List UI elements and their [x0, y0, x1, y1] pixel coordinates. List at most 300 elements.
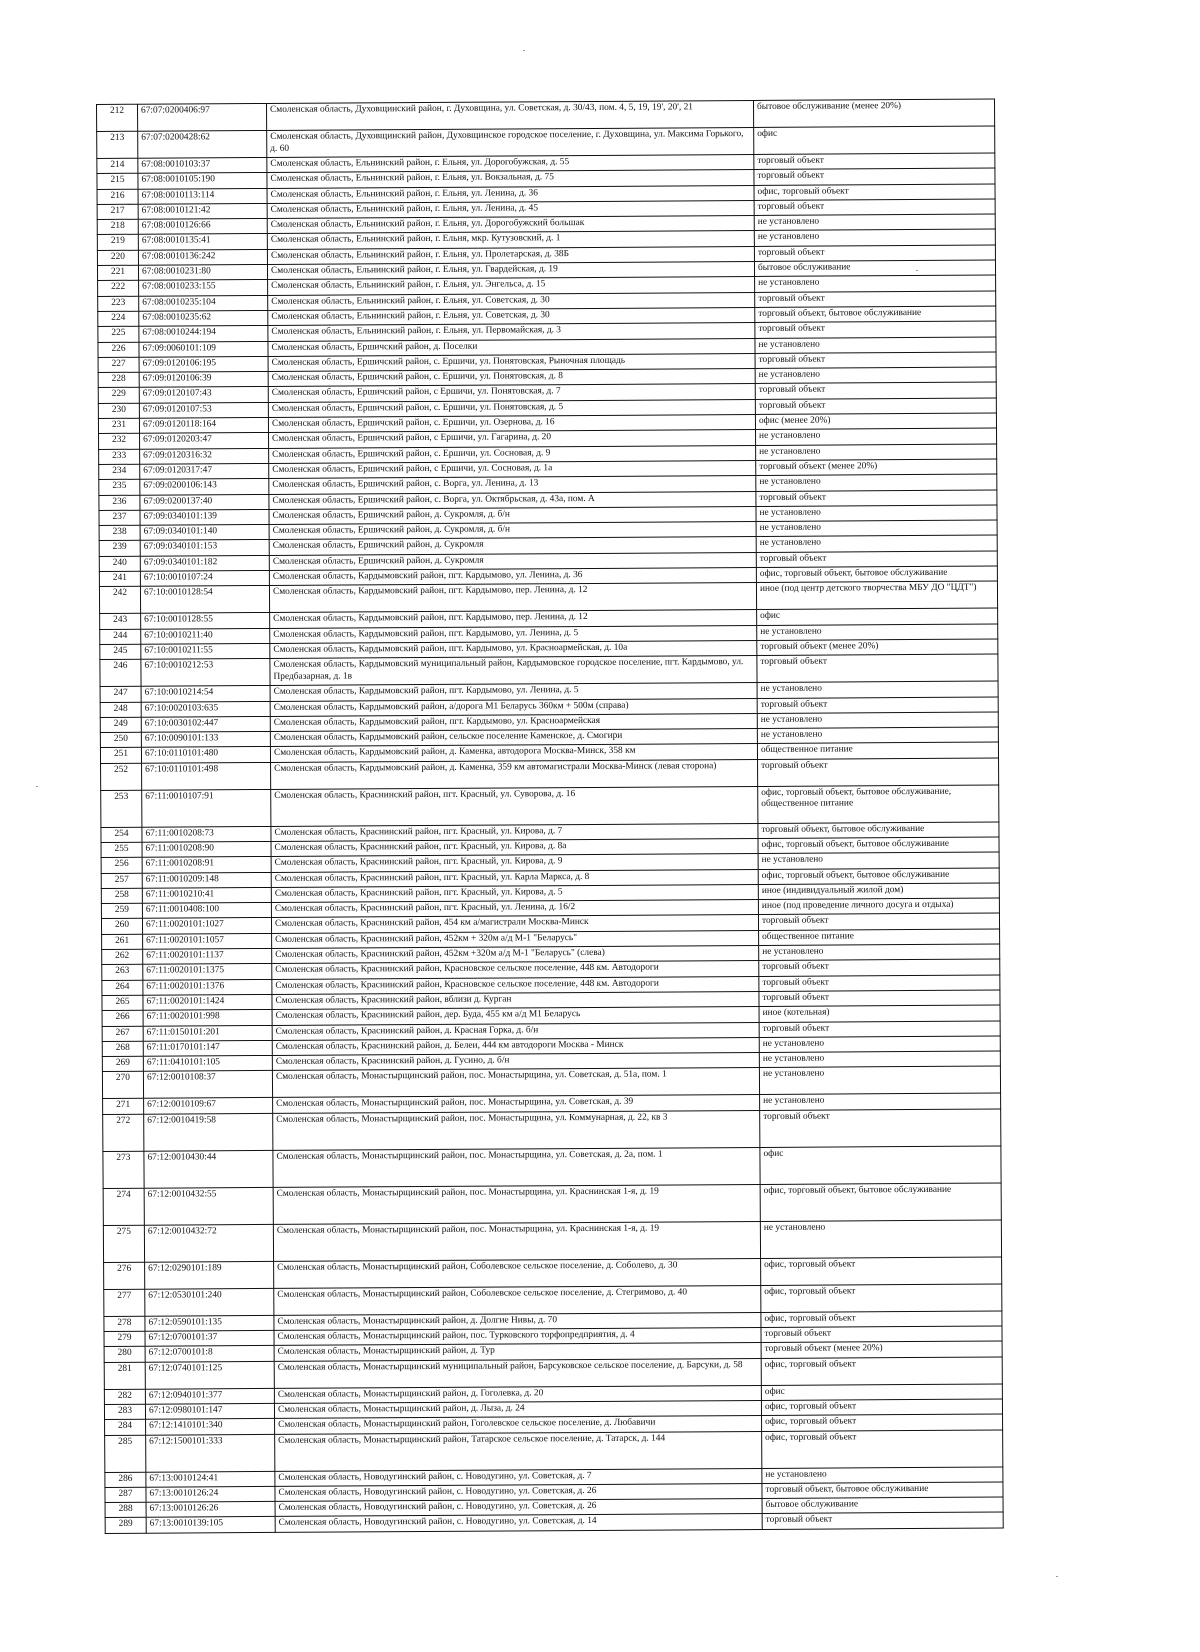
row-number: 271	[103, 1099, 144, 1115]
cadastral-number: 67:10:0010211:55	[141, 643, 270, 659]
cadastral-number: 67:10:0010128:54	[140, 586, 269, 614]
address: Смоленская область, Кардымовский район, пгт. Кардымово, пер. Ленина, д. 12	[269, 583, 756, 613]
usage-type: торговый объект, бытовое обслуживание	[758, 822, 999, 839]
row-number: 285	[105, 1435, 146, 1472]
address: Смоленская область, Краснинский район, пгт. Красный, ул. Ленина, д. 16/2	[271, 900, 758, 918]
cadastral-number: 67:09:0120107:53	[139, 402, 268, 418]
address: Смоленская область, Кардымовский район, пгт. Кардымово, пер. Ленина, д. 12	[270, 610, 757, 628]
row-number: 248	[100, 702, 141, 718]
row-number: 281	[104, 1362, 145, 1389]
cadastral-number: 67:12:0740101:125	[145, 1361, 274, 1389]
address: Смоленская область, Краснинский район, пгт. Красный, ул. Кирова, д. 5	[271, 884, 758, 902]
cadastral-number: 67:09:0120316:32	[140, 448, 269, 464]
address: Смоленская область, Монастырщинский район, пос. Турковского торфопредприятия, д. 4	[274, 1327, 761, 1345]
cadastral-number: 67:12:0010430:44	[144, 1150, 273, 1188]
usage-type: торговый объект	[756, 490, 997, 507]
usage-type: офис, торговый объект	[761, 1311, 1002, 1328]
cadastral-number: 67:10:0090101:133	[141, 732, 270, 748]
row-number: 289	[105, 1518, 146, 1534]
row-number: 227	[98, 357, 139, 373]
row-number: 266	[102, 1010, 143, 1026]
row-number: 269	[102, 1056, 143, 1072]
usage-type: офис, торговый объект, бытовое обслуживание	[756, 566, 997, 583]
address: Смоленская область, Ершичский район, д. Сукромля	[269, 552, 756, 570]
cadastral-number: 67:11:0010208:90	[142, 841, 271, 857]
address: Смоленская область, Ершичский район, с. Ворга, ул. Ленина, д. 13	[269, 476, 756, 494]
row-number: 264	[102, 980, 143, 996]
address: Смоленская область, Ершичский район, с. Ершичи, ул. Понятовская, Рыночная площадь	[268, 353, 755, 371]
cadastral-number: 67:10:0010214:54	[141, 686, 270, 702]
address: Смоленская область, Ершичский район, д. Сукромля, д. б/н	[269, 522, 756, 540]
usage-type: торговый объект (менее 20%)	[756, 459, 997, 476]
usage-type: иное (индивидуальный жилой дом)	[758, 883, 999, 900]
row-number: 262	[102, 949, 143, 965]
cadastral-number: 67:08:0010244:194	[139, 326, 268, 342]
row-number: 239	[99, 541, 140, 557]
usage-type: не установлено	[760, 1220, 1001, 1258]
cadastral-number: 67:10:0110101:498	[142, 762, 271, 790]
row-number: 287	[105, 1487, 146, 1503]
usage-type: офис, торговый объект, бытовое обслуживание, общественное питание	[758, 785, 999, 823]
cadastral-number: 67:08:0010135:41	[138, 234, 267, 250]
table-row	[103, 1146, 1001, 1188]
cadastral-number: 67:12:0700101:37	[145, 1330, 274, 1346]
cadastral-number: 67:09:0340101:182	[140, 555, 269, 571]
row-number: 242	[99, 587, 140, 614]
cadastral-number: 67:08:0010235:104	[139, 295, 268, 311]
usage-type: не установлено	[754, 214, 995, 231]
row-number: 234	[99, 464, 140, 480]
address: Смоленская область, Краснинский район, пгт. Красный, ул. Суворова, д. 16	[271, 786, 758, 826]
row-number: 273	[103, 1151, 144, 1188]
cadastral-number: 67:12:0700101:8	[145, 1346, 274, 1362]
row-number: 214	[97, 158, 138, 174]
cadastral-number: 67:11:0410101:105	[143, 1056, 272, 1072]
address: Смоленская область, Новодугинский район, с. Новодугино, ул. Советская, д. 14	[275, 1514, 762, 1532]
cadastral-number: 67:09:0340101:153	[140, 540, 269, 556]
row-number: 230	[98, 403, 139, 419]
row-number: 258	[101, 888, 142, 904]
cadastral-number: 67:12:0590101:135	[145, 1315, 274, 1331]
cadastral-number: 67:12:0940101:377	[145, 1388, 274, 1404]
usage-type: бытовое обслуживание (менее 20%)	[753, 99, 994, 127]
cadastral-number: 67:08:0010231:80	[138, 265, 267, 281]
row-number: 254	[101, 827, 142, 843]
address: Смоленская область, Краснинский район, пгт. Красный, ул. Карла Маркса, д. 8	[271, 869, 758, 887]
cadastral-number: 67:12:1410101:340	[146, 1419, 275, 1435]
row-number: 215	[97, 174, 138, 190]
row-number: 251	[100, 748, 141, 764]
row-number: 213	[97, 131, 138, 158]
row-number: 244	[100, 629, 141, 645]
address: Смоленская область, Кардымовский район, а/дорога М1 Беларусь 360км + 500м (справа)	[270, 698, 757, 716]
row-number: 221	[97, 265, 138, 281]
cadastral-number: 67:12:0010432:72	[144, 1224, 273, 1262]
address: Смоленская область, Ельнинский район, г. Ельня, ул. Дорогобужская, д. 55	[267, 154, 754, 172]
cadastral-number: 67:09:0200106:143	[140, 479, 269, 495]
row-number: 265	[102, 995, 143, 1011]
usage-type: офис	[761, 1384, 1002, 1401]
usage-type: не установлено	[759, 1051, 1000, 1068]
cadastral-number: 67:11:0020101:1137	[143, 949, 272, 965]
cadastral-number: 67:08:0010126:66	[138, 219, 267, 235]
row-number: 218	[97, 219, 138, 235]
row-number: 278	[104, 1316, 145, 1332]
address: Смоленская область, Кардымовский район, пгт. Кардымово, ул. Ленина, д. 5	[270, 625, 757, 643]
usage-type: торговый объект	[758, 913, 999, 930]
row-number: 279	[104, 1331, 145, 1347]
row-number: 222	[98, 281, 139, 297]
address: Смоленская область, Краснинский район, 454 км а/магистрали Москва-Минск	[271, 915, 758, 933]
cadastral-number: 67:08:0010105:190	[138, 173, 267, 189]
usage-type: не установлено	[759, 944, 1000, 961]
row-number: 247	[100, 686, 141, 702]
row-number: 270	[102, 1072, 143, 1099]
row-number: 231	[98, 418, 139, 434]
usage-type: иное (под проведение личного досуга и отдыха)	[758, 898, 999, 915]
table-row	[105, 1430, 1003, 1472]
cadastral-number: 67:13:0010139:105	[146, 1517, 275, 1533]
usage-type: офис	[757, 608, 998, 625]
row-number: 226	[98, 342, 139, 358]
cadastral-number: 67:09:0120203:47	[140, 433, 269, 449]
cadastral-number: 67:12:0010419:58	[144, 1113, 273, 1151]
cadastral-number: 67:09:0120317:47	[140, 463, 269, 479]
usage-type: офис, торговый объект	[761, 1257, 1002, 1285]
usage-type: торговый объект	[757, 697, 998, 714]
address: Смоленская область, Духовщинский район, г. Духовщина, ул. Советская, д. 30/43, пом. 4, 5, 19, 19', 20', 21	[266, 100, 753, 130]
address: Смоленская область, Монастырщинский район, пос. Монастырщина, ул. Советская, д. 2а, пом. 1	[273, 1147, 760, 1187]
row-number: 250	[100, 732, 141, 748]
usage-type: офис	[760, 1146, 1001, 1184]
row-number: 263	[102, 965, 143, 981]
usage-type: общественное питание	[757, 742, 998, 759]
address: Смоленская область, Краснинский район, Красновское сельское поселение, 448 км. Автодороги	[272, 961, 759, 979]
cadastral-number: 67:12:1500101:333	[146, 1434, 275, 1472]
usage-type: бытовое обслуживание	[762, 1497, 1003, 1514]
address: Смоленская область, Краснинский район, дер. Буда, 455 км а/д М1 Беларусь	[272, 1007, 759, 1025]
usage-type: офис, торговый объект	[761, 1284, 1002, 1312]
address: Смоленская область, Монастырщинский район, Соболевское сельское поселение, д. Соболево, д. 30	[274, 1258, 761, 1288]
address: Смоленская область, Кардымовский район, пгт. Кардымово, ул. Ленина, д. 5	[270, 683, 757, 701]
address: Смоленская область, Ельнинский район, г. Ельня, ул. Гвардейская, д. 19	[267, 262, 754, 280]
address: Смоленская область, Ершичский район, с Ершичи, ул. Понятовская, д. 7	[268, 384, 755, 402]
address: Смоленская область, Ершичский район, с Ершичи, ул. Сосновая, д. 1а	[269, 460, 756, 478]
address: Смоленская область, Ельнинский район, г. Ельня, ул. Советская, д. 30	[268, 292, 755, 310]
usage-type: не установлено	[762, 1467, 1003, 1484]
row-number: 223	[98, 296, 139, 312]
address: Смоленская область, Ельнинский район, г. Ельня, ул. Вокзальная, д. 75	[267, 170, 754, 188]
row-number: 241	[99, 571, 140, 587]
usage-type: офис	[754, 126, 995, 154]
row-number: 277	[104, 1289, 145, 1316]
usage-type: торговый объект	[755, 321, 996, 338]
row-number: 274	[103, 1188, 144, 1225]
address: Смоленская область, Краснинский район, пгт. Красный, ул. Кирова, д. 9	[271, 854, 758, 872]
cadastral-number: 67:10:0010211:40	[141, 628, 270, 644]
address: Смоленская область, Ершичский район, д. Поселки	[268, 338, 755, 356]
row-number: 246	[100, 659, 141, 686]
row-number: 267	[102, 1026, 143, 1042]
cadastral-number: 67:11:0010210:41	[142, 887, 271, 903]
address: Смоленская область, Краснинский район, Красновское сельское поселение, 448 км. Автодороги	[272, 976, 759, 994]
usage-type: офис, торговый объект, бытовое обслуживание	[758, 868, 999, 885]
usage-type: торговый объект	[755, 398, 996, 415]
address: Смоленская область, Монастырщинский район, пос. Монастырщина, ул. Краснинская 1-я, д. 19	[273, 1221, 760, 1261]
row-number: 259	[101, 903, 142, 919]
cadastral-number: 67:11:0010408:100	[142, 903, 271, 919]
address: Смоленская область, Ершичский район, с Ершичи, ул. Гагарина, д. 20	[269, 430, 756, 448]
row-number: 272	[103, 1114, 144, 1151]
cadastral-number: 67:11:0020101:1057	[143, 933, 272, 949]
row-number: 261	[102, 934, 143, 950]
usage-type: торговый объект	[762, 1512, 1003, 1529]
cadastral-number: 67:09:0120106:195	[139, 356, 268, 372]
row-number: 212	[97, 104, 138, 131]
cadastral-number: 67:08:0010113:114	[138, 188, 267, 204]
address: Смоленская область, Ершичский район, с. Ершичи, ул. Сосновая, д. 9	[269, 445, 756, 463]
row-number: 255	[101, 842, 142, 858]
usage-type: торговый объект	[759, 959, 1000, 976]
cadastral-number: 67:10:0030102:447	[141, 716, 270, 732]
table-row	[103, 1183, 1001, 1225]
row-number: 284	[105, 1419, 146, 1435]
cadastral-number: 67:11:0010209:148	[142, 872, 271, 888]
address: Смоленская область, Ельнинский район, г. Ельня, ул. Первомайская, д. 3	[268, 323, 755, 341]
cadastral-number: 67:10:0010128:55	[141, 613, 270, 629]
row-number: 260	[101, 919, 142, 935]
row-number: 237	[99, 510, 140, 526]
address: Смоленская область, Новодугинский район, с. Новодугино, ул. Советская, д. 26	[275, 1483, 762, 1501]
usage-type: торговый объект	[755, 291, 996, 308]
row-number: 286	[105, 1472, 146, 1488]
cadastral-number: 67:09:0200137:40	[140, 494, 269, 510]
address: Смоленская область, Ершичский район, д. Сукромля, д. б/н	[269, 506, 756, 524]
table-row	[103, 1220, 1001, 1262]
cadastral-number: 67:08:0010235:62	[139, 310, 268, 326]
address: Смоленская область, Монастырщинский район, д. Тур	[274, 1343, 761, 1361]
address: Смоленская область, Ершичский район, с. Ершичи, ул. Понятовская, д. 5	[268, 399, 755, 417]
usage-type: офис, торговый объект	[762, 1414, 1003, 1431]
cadastral-number: 67:12:0010108:37	[143, 1071, 272, 1099]
usage-type: не установлено	[756, 474, 997, 491]
address: Смоленская область, Краснинский район, д. Белеи, 444 км автодороги Москва - Минск	[272, 1037, 759, 1055]
row-number: 256	[101, 858, 142, 874]
usage-type: не установлено	[758, 852, 999, 869]
row-number: 253	[101, 790, 142, 827]
usage-type: общественное питание	[759, 929, 1000, 946]
cadastral-number: 67:11:0010208:91	[142, 857, 271, 873]
row-number: 217	[97, 204, 138, 220]
usage-type: торговый объект	[754, 168, 995, 185]
cadastral-number: 67:09:0060101:109	[139, 341, 268, 357]
address: Смоленская область, Кардымовский район, д. Каменка, автодорога Москва-Минск, 358 км	[270, 744, 757, 762]
usage-type: офис, торговый объект	[761, 1357, 1002, 1385]
table-body	[97, 99, 1004, 1533]
address: Смоленская область, Монастырщинский район, пос. Монастырщина, ул. Советская, д. 39	[273, 1095, 760, 1113]
cadastral-number: 67:13:0010126:24	[146, 1486, 275, 1502]
address: Смоленская область, Монастырщинский район, Гоголевское сельское поселение, д. Любавичи	[275, 1416, 762, 1434]
usage-type: не установлено	[757, 624, 998, 641]
address: Смоленская область, Кардымовский район, пгт. Кардымово, ул. Красноармейская	[270, 713, 757, 731]
usage-type: не установлено	[755, 337, 996, 354]
usage-type: не установлено	[760, 1093, 1001, 1110]
cadastral-number: 67:07:0200428:62	[138, 130, 267, 158]
usage-type: не установлено	[756, 505, 997, 522]
row-number: 228	[98, 372, 139, 388]
cadastral-number: 67:11:0010107:91	[142, 789, 271, 827]
address: Смоленская область, Монастырщинский район, д. Гоголевка, д. 20	[274, 1385, 761, 1403]
cadastral-number: 67:08:0010233:155	[139, 280, 268, 296]
usage-type: не установлено	[759, 1036, 1000, 1053]
usage-type: не установлено	[757, 681, 998, 698]
cadastral-number: 67:12:0010432:55	[144, 1187, 273, 1225]
address: Смоленская область, Краснинский район, 452км +320м а/д М-1 "Беларусь" (слева)	[272, 946, 759, 964]
usage-type: торговый объект	[758, 758, 999, 786]
address: Смоленская область, Новодугинский район, с. Новодугино, ул. Советская, д. 7	[275, 1468, 762, 1486]
row-number: 249	[100, 717, 141, 733]
usage-type: торговый объект	[757, 654, 998, 682]
row-number: 225	[98, 327, 139, 343]
usage-type: не установлено	[755, 367, 996, 384]
row-number: 229	[98, 388, 139, 404]
usage-type: офис (менее 20%)	[755, 413, 996, 430]
row-number: 268	[102, 1041, 143, 1057]
cadastral-number: 67:08:0010121:42	[138, 203, 267, 219]
address: Смоленская область, Ершичский район, д. Сукромля	[269, 537, 756, 555]
cadastral-number: 67:12:0980101:147	[145, 1403, 274, 1419]
cadastral-number: 67:11:0020101:1376	[143, 979, 272, 995]
usage-type: торговый объект	[759, 975, 1000, 992]
address: Смоленская область, Монастырщинский район, пос. Монастырщина, ул. Советская, д. 51а, пом. 1	[272, 1068, 759, 1098]
usage-type: торговый объект	[755, 352, 996, 369]
row-number: 252	[101, 763, 142, 790]
usage-type: не установлено	[754, 229, 995, 246]
usage-type: торговый объект	[754, 245, 995, 262]
scan-speck	[36, 786, 38, 787]
usage-type: не установлено	[756, 535, 997, 552]
cadastral-number: 67:11:0020101:1027	[142, 918, 271, 934]
address: Смоленская область, Краснинский район, пгт. Красный, ул. Кирова, д. 8а	[271, 838, 758, 856]
row-number: 245	[100, 644, 141, 660]
row-number: 216	[97, 189, 138, 205]
cadastral-number: 67:11:0020101:1424	[143, 994, 272, 1010]
row-number: 240	[99, 556, 140, 572]
usage-type: офис, торговый объект, бытовое обслуживание	[758, 837, 999, 854]
address: Смоленская область, Краснинский район, 452км + 320м а/д М-1 "Беларусь"	[272, 930, 759, 948]
cadastral-number: 67:09:0120107:43	[139, 387, 268, 403]
usage-type: торговый объект	[761, 1326, 1002, 1343]
usage-type: торговый объект	[754, 153, 995, 170]
cadastral-number: 67:13:0010124:41	[146, 1471, 275, 1487]
row-number: 235	[99, 479, 140, 495]
usage-type: торговый объект	[756, 551, 997, 568]
row-number: 236	[99, 495, 140, 511]
address: Смоленская область, Кардымовский муниципальный район, Кардымовское городское поселение, пгт. Кардымово, ул. Предбазарная, д. 1в	[270, 656, 757, 686]
usage-type: торговый объект, бытовое обслуживание	[762, 1482, 1003, 1499]
address: Смоленская область, Монастырщинский район, д. Лыза, д. 24	[274, 1400, 761, 1418]
usage-type: иное (котельная)	[759, 1005, 1000, 1022]
cadastral-number: 67:10:0010212:53	[141, 659, 270, 687]
row-number: 224	[98, 311, 139, 327]
cadastral-number: 67:10:0010107:24	[140, 570, 269, 586]
address: Смоленская область, Ельнинский район, г. Ельня, ул. Пролетарская, д. 38Б	[267, 246, 754, 264]
address: Смоленская область, Новодугинский район, с. Новодугино, ул. Советская, д. 26	[275, 1499, 762, 1517]
usage-type: не установлено	[756, 444, 997, 461]
address: Смоленская область, Кардымовский район, сельское поселение Каменское, д. Смогири	[270, 729, 757, 747]
row-number: 288	[105, 1502, 146, 1518]
usage-type: бытовое обслуживание	[754, 260, 995, 277]
cadastral-number: 67:08:0010136:242	[138, 249, 267, 265]
cadastral-number: 67:09:0120118:164	[139, 417, 268, 433]
row-number: 276	[104, 1262, 145, 1289]
address: Смоленская область, Ельнинский район, г. Ельня, ул. Советская, д. 30	[268, 307, 755, 325]
cadastral-number: 67:10:0110101:480	[141, 747, 270, 763]
cadastral-number: 67:13:0010126:26	[146, 1502, 275, 1518]
usage-type: не установлено	[756, 520, 997, 537]
usage-type: офис, торговый объект	[761, 1399, 1002, 1416]
usage-type: офис, торговый объект	[754, 184, 995, 201]
address: Смоленская область, Кардымовский район, пгт. Кардымово, ул. Красноармейская, д. 10а	[270, 640, 757, 658]
address: Смоленская область, Ельнинский район, г. Ельня, ул. Дорогобужский большак	[267, 216, 754, 234]
cadastral-number: 67:12:0010109:67	[144, 1098, 273, 1114]
usage-type: иное (под центр детского творчества МБУ ДО "ЦДТ")	[756, 581, 997, 609]
row-number: 280	[104, 1347, 145, 1363]
usage-type: торговый объект	[759, 1021, 1000, 1038]
address: Смоленская область, Ершичский район, с. Ершичи, ул. Понятовская, д. 8	[268, 369, 755, 387]
cadastral-number: 67:10:0020103:635	[141, 701, 270, 717]
usage-type: не установлено	[755, 275, 996, 292]
address: Смоленская область, Ельнинский район, г. Ельня, ул. Энгельса, д. 15	[268, 277, 755, 295]
usage-type: торговый объект (менее 20%)	[757, 639, 998, 656]
address: Смоленская область, Монастырщинский район, пос. Монастырщина, ул. Коммунарная, д. 22, кв 3	[273, 1110, 760, 1150]
cadastral-number: 67:08:0010103:37	[138, 157, 267, 173]
usage-type: торговый объект	[759, 990, 1000, 1007]
usage-type: офис, торговый объект, бытовое обслуживание	[760, 1183, 1001, 1221]
row-number: 283	[104, 1404, 145, 1420]
address: Смоленская область, Краснинский район, д. Красная Горка, д. б/н	[272, 1022, 759, 1040]
address: Смоленская область, Ельнинский район, г. Ельня, ул. Ленина, д. 36	[267, 185, 754, 203]
address: Смоленская область, Монастырщинский район, пос. Монастырщина, ул. Краснинская 1-я, д. 19	[273, 1184, 760, 1224]
cadastral-number: 67:09:0340101:140	[140, 525, 269, 541]
row-number: 219	[97, 235, 138, 251]
address: Смоленская область, Монастырщинский район, Соболевское сельское поселение, д. Стегримово, д. 40	[274, 1285, 761, 1315]
row-number: 238	[99, 525, 140, 541]
scan-speck	[523, 50, 525, 51]
cadastral-number: 67:09:0120106:39	[139, 372, 268, 388]
property-list-table	[96, 99, 1004, 1534]
address: Смоленская область, Духовщинский район, Духовщинское городское поселение, г. Духовщина, ул. Максима Горького, д. 60	[267, 127, 754, 157]
address: Смоленская область, Ельнинский район, г. Ельня, ул. Ленина, д. 45	[267, 200, 754, 218]
address: Смоленская область, Краснинский район, пгт. Красный, ул. Кирова, д. 7	[271, 823, 758, 841]
row-number: 275	[103, 1225, 144, 1262]
address: Смоленская область, Кардымовский район, пгт. Кардымово, ул. Ленина, д. 36	[269, 567, 756, 585]
address: Смоленская область, Ершичский район, с. Ворга, ул. Октябрьская, д. 43а, пом. А	[269, 491, 756, 509]
address: Смоленская область, Ельнинский район, г. Ельня, мкр. Кутузовский, д. 1	[267, 231, 754, 249]
cadastral-number: 67:11:0170101:147	[143, 1040, 272, 1056]
usage-type: торговый объект, бытовое обслуживание	[755, 306, 996, 323]
cadastral-number: 67:12:0290101:189	[145, 1261, 274, 1289]
row-number: 232	[99, 434, 140, 450]
usage-type: торговый объект	[760, 1109, 1001, 1147]
address: Смоленская область, Краснинский район, вблизи д. Курган	[272, 991, 759, 1009]
cadastral-number: 67:11:0020101:1375	[143, 964, 272, 980]
scan-speck	[1056, 1576, 1058, 1577]
row-number: 233	[99, 449, 140, 465]
usage-type: торговый объект (менее 20%)	[761, 1341, 1002, 1358]
cadastral-number: 67:11:0010208:73	[142, 826, 271, 842]
address: Смоленская область, Монастырщинский район, д. Долгие Нивы, д. 70	[274, 1312, 761, 1330]
